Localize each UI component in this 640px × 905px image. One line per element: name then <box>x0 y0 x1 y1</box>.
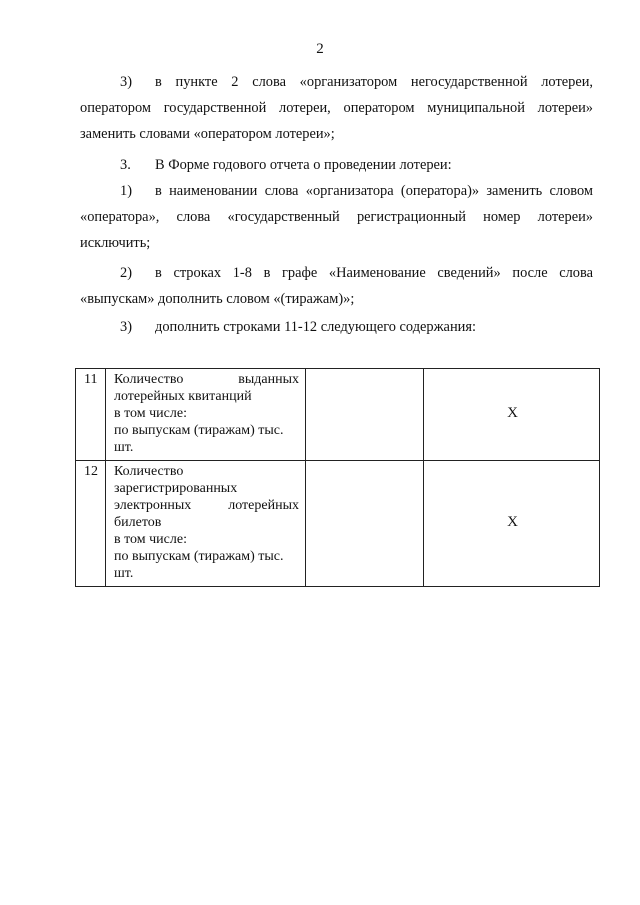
paragraph-line <box>80 314 593 340</box>
paragraph-line: «оператора», слова «государственный регистрационный номер лотереи» <box>80 209 593 225</box>
page-number: 2 <box>316 41 324 57</box>
paragraph-section-3 <box>80 152 593 178</box>
description-line: по выпускам (тиражам) тыс. шт. <box>114 423 284 455</box>
paragraph-item-3-point-2 <box>80 69 593 147</box>
description-line: по выпускам (тиражам) тыс. шт. <box>114 549 284 581</box>
paragraph-item-2-rows <box>80 260 593 312</box>
paragraph-line <box>80 69 593 95</box>
row-mark-cell: X <box>424 369 600 461</box>
description-line: в том числе: <box>114 406 187 421</box>
paragraph-line <box>80 178 593 204</box>
paragraph-marker: 3) <box>120 319 132 335</box>
paragraph-line-text: В Форме годового отчета о проведении лотереи: <box>155 157 452 173</box>
paragraph-line-text: в наименовании слова «организатора (оператора)» заменить словом <box>155 183 593 199</box>
description-line: в том числе: <box>114 532 187 547</box>
description-line: билетов <box>114 515 162 530</box>
row-number-cell: 12 <box>76 461 106 587</box>
paragraph-marker: 1) <box>120 183 132 199</box>
paragraph-marker: 3) <box>120 74 132 90</box>
paragraph-marker: 3. <box>120 157 131 173</box>
description-line: зарегистрированных <box>114 481 238 496</box>
row-value-cell <box>306 369 424 461</box>
paragraph-marker: 2) <box>120 265 132 281</box>
description-line: Количество <box>114 464 184 479</box>
description-line: лотерейных квитанций <box>114 389 252 404</box>
row-number-cell: 11 <box>76 369 106 461</box>
paragraph-line <box>80 152 593 178</box>
row-description-cell <box>106 461 306 587</box>
report-rows-table <box>75 368 600 587</box>
description-line: Количество выданных <box>114 372 299 387</box>
row-mark-cell: X <box>424 461 600 587</box>
table-row <box>76 461 600 587</box>
description-line: электронных лотерейных <box>114 498 299 513</box>
paragraph-line: исключить; <box>80 235 151 251</box>
paragraph-line-text: дополнить строками 11-12 следующего содержания: <box>155 319 476 335</box>
row-value-cell <box>306 461 424 587</box>
paragraph-item-1-name <box>80 178 593 256</box>
paragraph-line: «выпускам» дополнить словом «(тиражам)»; <box>80 291 355 307</box>
table-row <box>76 369 600 461</box>
row-description-cell <box>106 369 306 461</box>
paragraph-line-text: в пункте 2 слова «организатором негосударственной лотереи, <box>155 74 593 90</box>
paragraph-line: оператором государственной лотереи, оператором муниципальной лотереи» <box>80 100 593 116</box>
paragraph-line-text: в строках 1-8 в графе «Наименование сведений» после слова <box>155 265 593 281</box>
paragraph-item-3-add-rows <box>80 314 593 340</box>
paragraph-line: заменить словами «оператором лотереи»; <box>80 126 335 142</box>
paragraph-line <box>80 260 593 286</box>
